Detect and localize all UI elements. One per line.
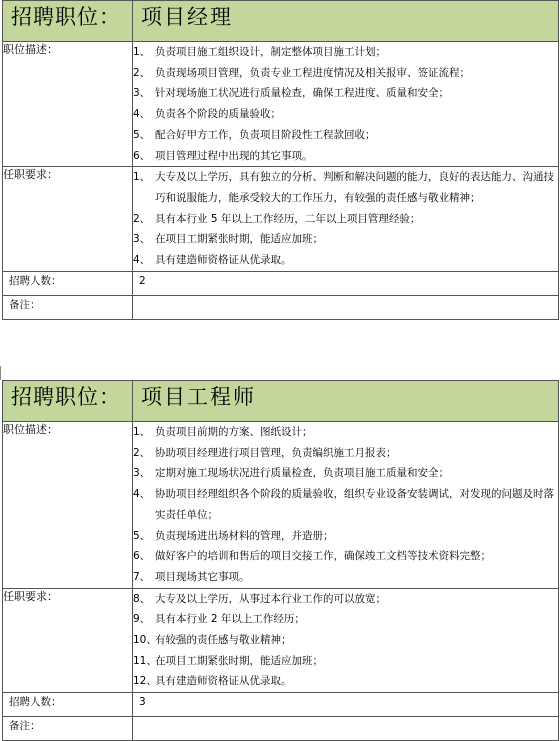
list-item [133,463,558,484]
list-item [133,422,558,443]
item-text: 负责各个阶段的质量验收； [155,108,281,121]
item-number: 6、 [133,550,151,563]
item-number: 1、 [133,46,151,58]
item-text: 具有建造师资格证从优录取。 [155,675,292,688]
position-header-row [3,1,559,42]
description-label: 职位描述： [3,42,133,167]
remarks-label: 备注： [3,717,133,741]
list-item [133,589,558,610]
description-list [133,422,559,589]
item-number: 11、 [133,654,157,667]
list-item [133,63,558,84]
item-number: 2、 [133,212,151,225]
requirement-list [133,588,559,693]
section-divider [0,366,1,380]
headcount-value: 3 [133,693,559,717]
list-item [133,546,558,567]
headcount-label: 招聘人数： [3,693,133,717]
position-title: 项目经理 [133,1,559,42]
item-number: 2、 [133,66,151,79]
remarks-value [133,717,559,741]
requirement-row [3,167,559,272]
remarks-label: 备注： [3,295,133,319]
item-number: 10、 [133,634,157,647]
position-header-row [3,381,559,422]
headcount-label: 招聘人数： [3,271,133,295]
item-number: 7、 [133,570,151,583]
item-text: 做好客户的培训和售后的项目交接工作，确保竣工文档等技术资料完整； [155,550,491,563]
requirement-label: 任职要求： [3,167,133,272]
list-item [133,125,558,146]
list-item [133,167,558,208]
list-item [133,42,558,63]
requirement-label: 任职要求： [3,588,133,693]
item-text: 具有建造师资格证从优录取。 [155,254,292,267]
description-list [133,42,559,167]
item-text: 针对现场施工状况进行质量检查，确保工程进度、质量和安全； [155,87,449,100]
description-label: 职位描述： [3,422,133,589]
item-number: 12、 [133,675,157,688]
item-text: 具有本行业 2 年以上工作经历； [155,613,305,626]
headcount-value: 2 [133,271,559,295]
item-number: 4、 [133,254,151,267]
item-number: 8、 [133,592,151,605]
item-text: 项目管理过程中出现的其它事项。 [155,149,313,162]
item-text: 具有本行业 5 年以上工作经历，二年以上项目管理经验； [155,212,421,225]
list-item [133,651,558,672]
list-item [133,609,558,630]
item-number: 2、 [133,446,151,459]
headcount-row [3,693,559,717]
item-number: 5、 [133,529,151,542]
remarks-row [3,717,559,741]
item-number: 3、 [133,87,151,100]
item-text: 协助项目经理进行项目管理，负责编织施工月报表； [155,446,397,459]
item-number: 5、 [133,128,151,141]
item-number: 3、 [133,233,151,246]
item-number: 4、 [133,488,151,501]
list-item [133,83,558,104]
list-item [133,484,558,525]
list-item [133,229,558,250]
item-text: 协助项目经理组织各个阶段的质量验收，组织专业设备安装调试，对发现的问题及时落实责任单位； [155,488,554,521]
position-label: 招聘职位： [3,381,133,422]
item-number: 3、 [133,467,151,480]
list-item [133,250,558,271]
item-text: 配合好甲方工作，负责项目阶段性工程款回收； [155,128,376,141]
headcount-row [3,271,559,295]
item-text: 大专及以上学历，具有独立的分析、判断和解决问题的能力，良好的表达能力、沟通技巧和说服能力，能承受较大的工作压力，有较强的责任感与敬业精神； [155,171,554,204]
requirement-row [3,588,559,693]
description-row [3,42,559,167]
list-item [133,567,558,588]
item-number: 9、 [133,613,151,626]
list-item [133,630,558,651]
list-item [133,443,558,464]
list-item [133,526,558,547]
item-text: 定期对施工现场状况进行质量检查，负责项目施工质量和安全； [155,467,449,480]
position-title: 项目工程师 [133,381,559,422]
item-text: 负责现场进出场材料的管理，并造册； [155,529,334,542]
description-row [3,422,559,589]
item-text: 在项目工期紧张时期，能适应加班； [155,654,323,667]
item-text: 有较强的责任感与敬业精神； [155,634,292,647]
list-item [133,671,558,692]
item-text: 负责项目施工组织设计，制定整体项目施工计划； [155,46,386,58]
list-item [133,104,558,125]
job-posting-table [2,380,559,741]
item-text: 负责现场项目管理，负责专业工程进度情况及相关报审、签证流程； [155,66,470,79]
job-posting-table [2,0,559,320]
list-item [133,146,558,167]
item-text: 在项目工期紧张时期，能适应加班； [155,233,323,246]
list-item [133,209,558,230]
item-number: 4、 [133,108,151,121]
position-label: 招聘职位： [3,1,133,42]
item-number: 1、 [133,171,151,184]
item-number: 6、 [133,149,151,162]
item-text: 负责项目前期的方案、图纸设计； [155,426,313,438]
item-text: 项目现场其它事项。 [155,570,250,583]
item-number: 1、 [133,426,151,438]
remarks-row [3,295,559,319]
remarks-value [133,295,559,319]
requirement-list [133,167,559,272]
item-text: 大专及以上学历，从事过本行业工作的可以放宽； [155,592,386,605]
